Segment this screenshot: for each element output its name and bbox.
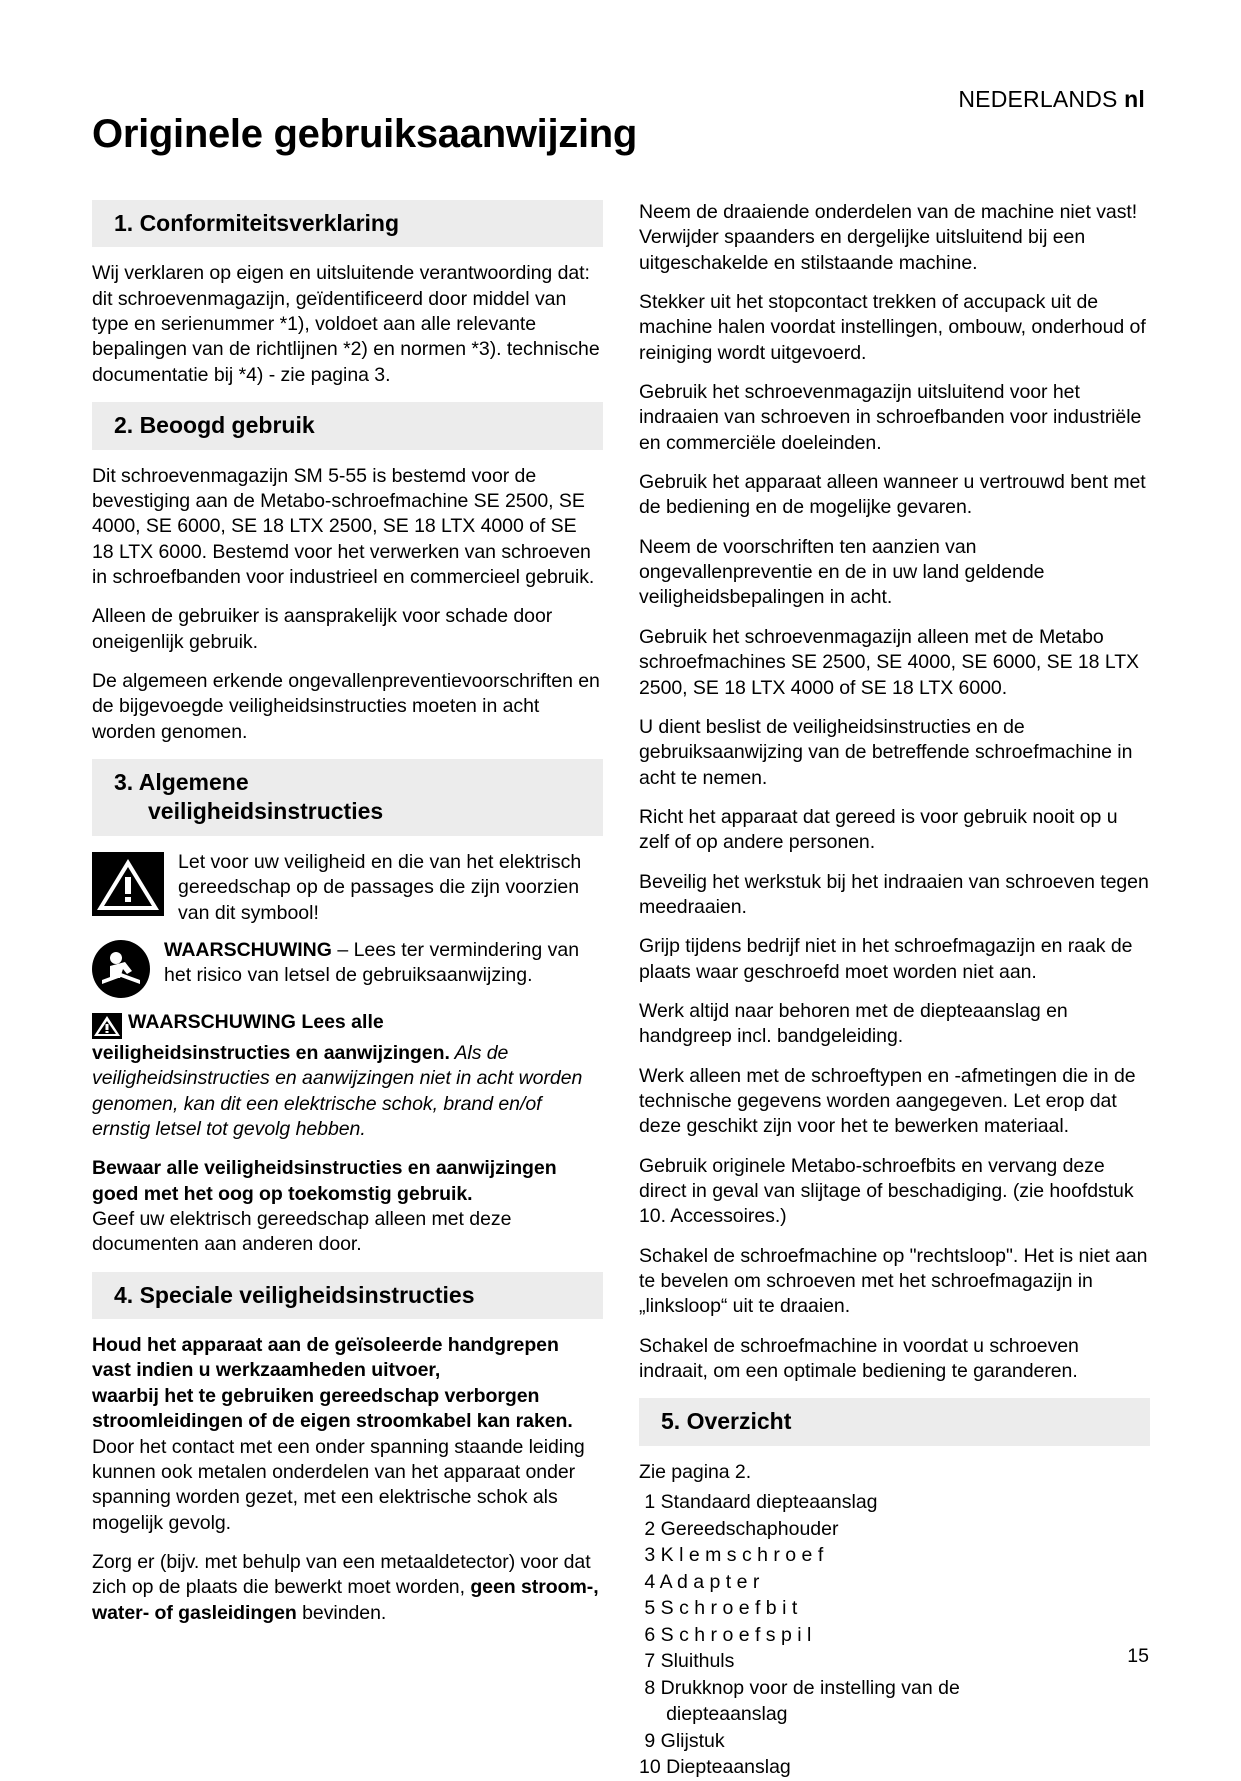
list-item: 7 Sluithuls (639, 1650, 735, 1673)
warning-triangle-block (92, 850, 603, 926)
left-column (92, 200, 603, 1781)
general-safety-heading-line2: veiligheidsinstructies (148, 798, 384, 825)
right-column (639, 200, 1150, 1781)
warning-triangle-icon (92, 852, 164, 916)
read-manual-rest: – Lees ter vermindering van het risico van letsel de gebruiksaanwijzing. (164, 938, 580, 987)
right-paragraph-14: Schakel de schroefmachine op "rechtsloop". Het is niet aan te bevelen om schroeven met het schroefmagazijn in „linksloop“ uit te draaien. (639, 1244, 1148, 1318)
intended-use-paragraph-1: Dit schroevenmagazijn SM 5-55 is bestemd voor de bevestiging aan de Metabo-schroefmachine SE 2500, SE 4000, SE 6000, SE 18 LTX 2500, SE 18 LTX 4000 of SE 18 LTX 6000. Bestemd voor het verwerken van schroeven in schroefbanden voor industrieel en commercieel gebruik. (92, 464, 595, 588)
list-item: 8 Drukknop voor de instelling van de (639, 1676, 960, 1699)
list-item: diepteaanslag (639, 1703, 788, 1726)
overview-intro: Zie pagina 2. (639, 1460, 752, 1483)
language-code: nl (1124, 86, 1145, 112)
right-paragraph-10: Grijp tijdens bedrijf niet in het schroefmagazijn en raak de plaats waar geschroefd moet worden niet aan. (639, 935, 1133, 983)
list-item: 6 S c h r o e f s p i l (639, 1623, 812, 1646)
special-safety-para2-end: bevinden. (296, 1601, 387, 1624)
list-item: 10 Diepteaanslag (639, 1756, 791, 1779)
right-paragraph-7: U dient beslist de veiligheidsinstructies en de gebruiksaanwijzing van de betreffende schroefmachine in acht te nemen. (639, 715, 1133, 789)
read-manual-icon (92, 940, 150, 998)
section-heading-overview: 5. Overzicht (639, 1398, 1150, 1445)
right-paragraph-2: Stekker uit het stopcontact trekken of accupack uit de machine halen voordat instellingen, ombouw, onderhoud of reiniging wordt uitgevoerd. (639, 291, 1146, 364)
keep-instructions-rest: Geef uw elektrisch gereedschap alleen met deze documenten aan anderen door. (92, 1208, 512, 1256)
right-paragraph-8: Richt het apparaat dat gereed is voor gebruik nooit op u zelf of op andere personen. (639, 805, 1118, 854)
overview-list (639, 1489, 1150, 1781)
list-item: 1 Standaard diepteaanslag (639, 1491, 878, 1514)
section-heading-special-safety: 4. Speciale veiligheidsinstructies (92, 1272, 603, 1319)
read-all-warning-italic: Als de veiligheidsinstructies en aanwijzingen niet in acht worden genomen, kan dit een elektrische schok, brand en/of ernstig letsel tot gevolg hebben. (92, 1041, 583, 1140)
right-paragraph-15: Schakel de schroefmachine in voordat u schroeven indraait, om een optimale bediening te garanderen. (639, 1334, 1079, 1383)
intended-use-paragraph-3: De algemeen erkende ongevallenpreventievoorschriften en de bijgevoegde veiligheidsinstructies moeten in acht worden genomen. (92, 670, 600, 743)
list-item: 9 Glijstuk (639, 1729, 725, 1752)
section-heading-conformity: 1. Conformiteitsverklaring (92, 200, 603, 247)
language-name: NEDERLANDS (958, 86, 1118, 112)
special-safety-paragraph-2 (92, 1550, 603, 1626)
intended-use-paragraph-2: Alleen de gebruiker is aansprakelijk voor schade door oneigenlijk gebruik. (92, 605, 553, 653)
section-heading-general-safety (92, 759, 603, 836)
list-item: 5 S c h r o e f b i t (639, 1597, 798, 1620)
general-safety-heading-line1: 3. Algemene (114, 769, 249, 796)
conformity-paragraph: Wij verklaren op eigen en uitsluitende verantwoording dat: dit schroevenmagazijn, geïdentificeerd door middel van type en serienummer *1), voldoet aan alle relevante bepalingen van de richtlijnen *2) en normen *3). technische documentatie bij *4) - zie pagina 3. (92, 262, 600, 386)
list-item: 3 K l e m s c h r o e f (639, 1544, 824, 1567)
special-safety-rest-1: Door het contact met een onder spanning staande leiding kunnen ook metalen onderdelen van het apparaat onder spanning worden gezet, met een elektrische schok als mogelijk gevolg. (92, 1435, 585, 1534)
special-safety-para2-start: Zorg er (bijv. met behulp van een metaaldetector) voor dat zich op de plaats die bewerkt moet worden, (92, 1550, 591, 1599)
right-paragraph-3: Gebruik het schroevenmagazijn uitsluitend voor het indraaien van schroeven in schroefbanden voor industriële en commerciële doeleinden. (639, 381, 1142, 454)
page-header-language (958, 86, 1145, 113)
read-manual-bold: WAARSCHUWING (164, 938, 332, 961)
list-item: 4 A d a p t e r (639, 1570, 760, 1593)
page-number: 15 (1127, 1645, 1149, 1667)
right-paragraph-1: Neem de draaiende onderdelen van de machine niet vast! Verwijder spaanders en dergelijke uitsluitend bij een uitgeschakelde en stilstaande machine. (639, 201, 1138, 274)
right-paragraph-9: Beveilig het werkstuk bij het indraaien van schroeven tegen meedraaien. (639, 870, 1149, 918)
read-all-warning-line2: veiligheidsinstructies en aanwijzingen. (92, 1041, 450, 1064)
list-item: 2 Gereedschaphouder (639, 1517, 839, 1540)
warning-triangle-small-icon (92, 1013, 122, 1039)
right-paragraph-11: Werk altijd naar behoren met de diepteaanslag en handgreep incl. bandgeleiding. (639, 999, 1068, 1048)
keep-instructions-paragraph (92, 1156, 603, 1257)
read-all-warning-body (92, 1041, 603, 1142)
right-paragraph-13: Gebruik originele Metabo-schroefbits en vervang deze direct in geval van slijtage of beschadiging. (zie hoofdstuk 10. Accessoires.) (639, 1154, 1134, 1228)
read-all-warning-line1: WAARSCHUWING Lees alle (128, 1010, 384, 1033)
content-columns (92, 200, 1150, 1781)
read-manual-block (92, 938, 603, 998)
special-safety-paragraph-1 (92, 1333, 603, 1536)
right-paragraph-12: Werk alleen met de schroeftypen en -afmetingen die in de technische gegevens worden aangegeven. Let erop dat deze geschikt zijn voor het te bewerken materiaal. (639, 1064, 1136, 1138)
right-paragraph-6: Gebruik het schroevenmagazijn alleen met de Metabo schroefmachines SE 2500, SE 4000, SE 6000, SE 18 LTX 2500, SE 18 LTX 4000 of SE 18 LTX 6000. (639, 625, 1140, 699)
special-safety-para2-bold: geen stroom-, water- of gasleidingen (92, 1576, 599, 1624)
right-paragraph-5: Neem de voorschriften ten aanzien van ongevallenpreventie en de in uw land geldende veiligheidsbepalingen in acht. (639, 535, 1045, 609)
page-title: Originele gebruiksaanwijzing (92, 112, 638, 156)
right-paragraph-4: Gebruik het apparaat alleen wanneer u vertrouwd bent met de bediening en de mogelijke gevaren. (639, 471, 1146, 519)
special-safety-bold-1: Houd het apparaat aan de geïsoleerde handgrepen vast indien u werkzaamheden uitvoer, (92, 1334, 559, 1382)
warning-triangle-text: Let voor uw veiligheid en die van het elektrisch gereedschap op de passages die zijn voorzien van dit symbool! (178, 850, 582, 924)
read-manual-text (164, 938, 603, 989)
special-safety-bold-2: waarbij het te gebruiken gereedschap verborgen stroomleidingen of de eigen stroomkabel kan raken. (92, 1384, 573, 1433)
section-heading-intended-use: 2. Beoogd gebruik (92, 402, 603, 449)
read-all-warning-block (92, 1010, 603, 1039)
keep-instructions-bold: Bewaar alle veiligheidsinstructies en aanwijzingen goed met het oog op toekomstig gebruik. (92, 1157, 557, 1205)
